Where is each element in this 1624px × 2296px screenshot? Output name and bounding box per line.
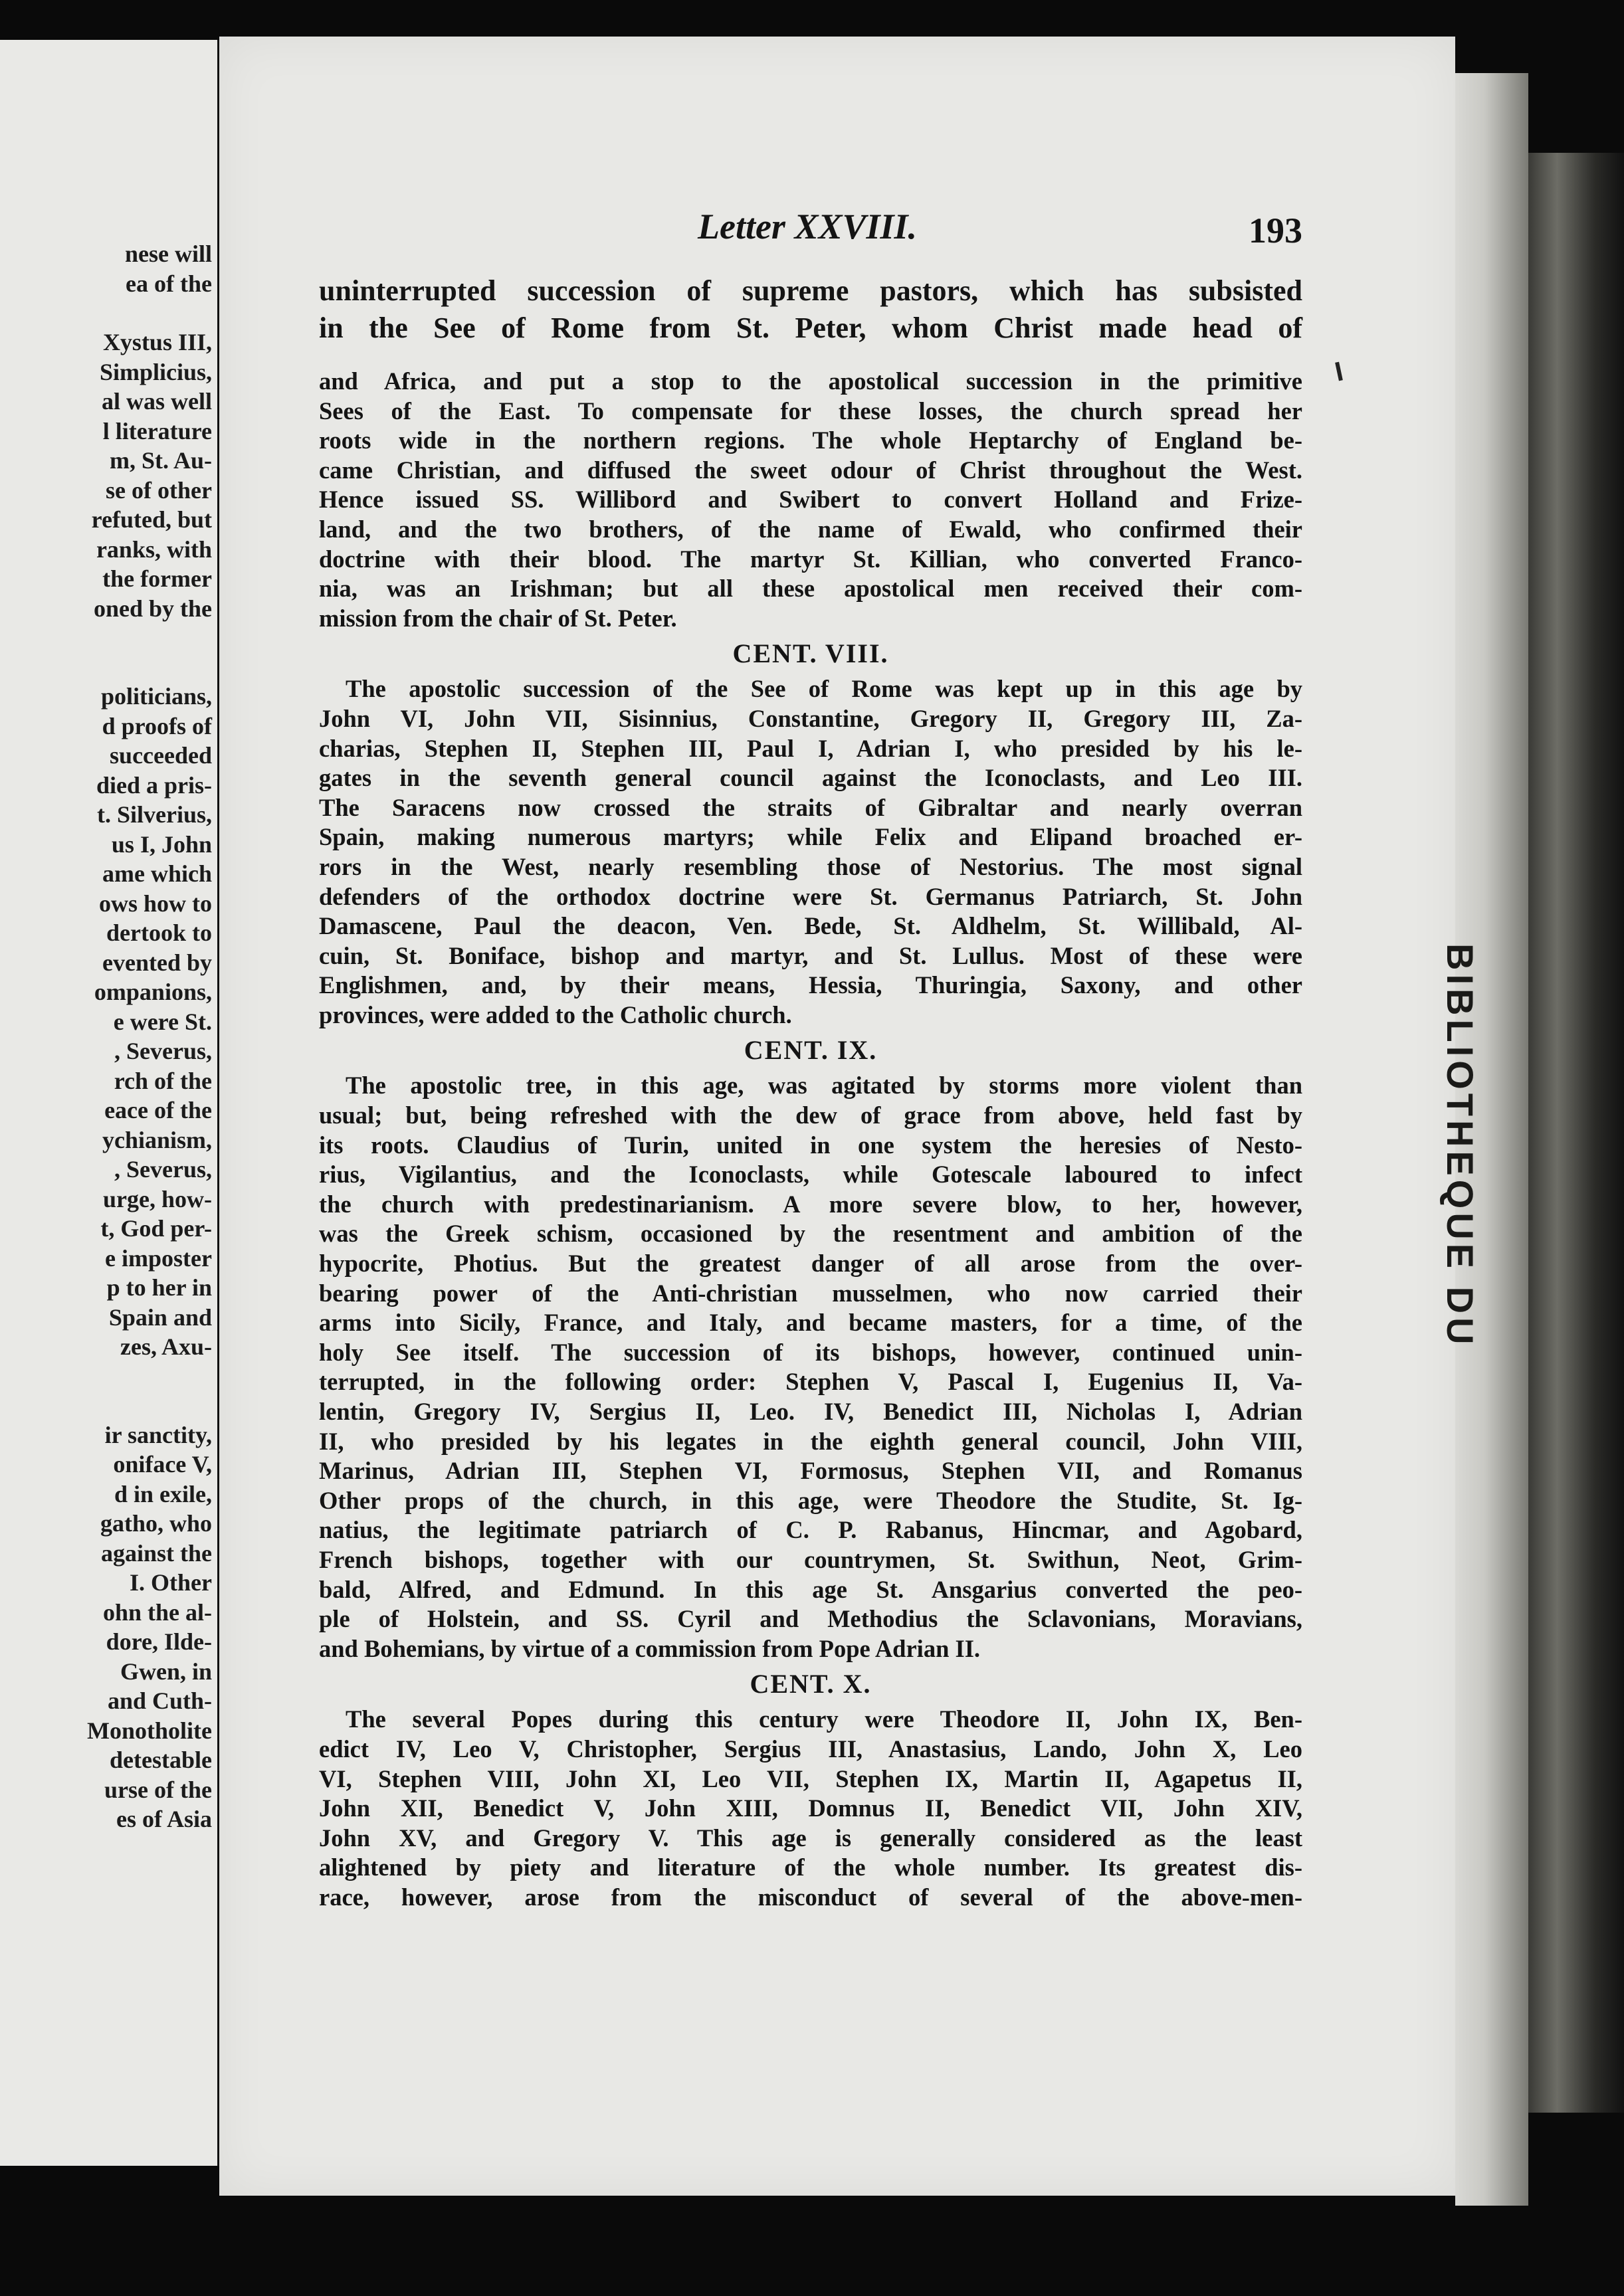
text-line: natius, the legitimate patriarch of C. P. Rabanus, Hincmar, and Agobard, [319, 1516, 1302, 1544]
spine-label: BIBLIOTHEQUE DU [1439, 943, 1481, 1349]
text-line: doctrine with their blood. The martyr St. Killian, who converted Franco- [319, 545, 1302, 573]
left-page-fragment: urge, how- [103, 1185, 212, 1212]
left-page-fragment: , Severus, [114, 1038, 212, 1064]
text-line: Marinus, Adrian III, Stephen VI, Formosus, Stephen VII, and Romanus [319, 1457, 1302, 1485]
left-page-fragment: es of Asia [116, 1806, 212, 1832]
book-spine [1528, 153, 1624, 2113]
left-page-fragment: detestable [110, 1747, 212, 1773]
text-line: land, and the two brothers, of the name of Ewald, who confirmed their [319, 515, 1302, 543]
left-page-fragment [0, 1391, 212, 1420]
left-page-fragment: ir sanctity, [104, 1421, 212, 1448]
left-page-fragment: Xystus III, [102, 329, 212, 355]
text-line: Hence issued SS. Willibord and Swibert to convert Holland and Frize- [319, 486, 1302, 514]
left-page-fragment: Gwen, in [120, 1658, 212, 1685]
text-line: in the See of Rome from St. Peter, whom Christ made head of [319, 312, 1302, 344]
left-page-fragment: ychianism, [102, 1126, 212, 1153]
left-page-fragment: Simplicius, [99, 358, 212, 385]
section-heading-cent-x: CENT. X. [750, 1669, 872, 1699]
left-page-fragment [0, 298, 212, 328]
text-line: Englishmen, and, by their means, Hessia, Thuringia, Saxony, and other [319, 971, 1302, 999]
left-page-fragment: ea of the [126, 270, 212, 297]
text-line: terrupted, in the following order: Stephen V, Pascal I, Eugenius II, Va- [319, 1368, 1302, 1396]
left-page-fragment: e imposter [105, 1244, 212, 1272]
left-page-fragment: dore, Ilde- [106, 1628, 212, 1655]
left-page-fragment: zes, Axu- [120, 1333, 212, 1360]
left-page-fragment: I. Other [130, 1569, 212, 1596]
left-page-fragment: ranks, with [96, 535, 212, 563]
left-page-fragment [0, 1362, 212, 1391]
text-line: hypocrite, Photius. But the greatest danger of all arose from the over- [319, 1250, 1302, 1278]
left-page-fragment: rch of the [114, 1067, 212, 1094]
text-line: mission from the chair of St. Peter. [319, 604, 677, 632]
left-page-fragment: se of other [106, 476, 212, 504]
left-page-fragment: ame which [102, 860, 212, 887]
text-line: Damascene, Paul the deacon, Ven. Bede, St. Aldhelm, St. Willibald, Al- [319, 912, 1302, 940]
text-line: John XV, and Gregory V. This age is generally considered as the least [319, 1824, 1302, 1852]
text-line: arms into Sicily, France, and Italy, and became masters, for a time, of the [319, 1309, 1302, 1337]
cent-viii-paragraph [319, 674, 1302, 1030]
text-line: bearing power of the Anti-christian musselmen, who now carried their [319, 1279, 1302, 1307]
left-page-fragment: eace of the [104, 1097, 212, 1123]
text-line: rors in the West, nearly resembling those of Nestorius. The most signal [319, 852, 1302, 880]
text-line: The Saracens now crossed the straits of Gibraltar and nearly overran [319, 793, 1302, 821]
section-heading-cent-ix: CENT. IX. [744, 1035, 878, 1066]
left-page-fragment: e were St. [113, 1008, 212, 1035]
left-page-fragment: the former [102, 565, 212, 592]
text-line: The apostolic tree, in this age, was agitated by storms more violent than [346, 1072, 1302, 1100]
running-title: Letter XXVIII. [698, 207, 918, 246]
cent-x-paragraph [319, 1705, 1302, 1912]
left-page-text-fragments [0, 239, 212, 1834]
left-page-fragment: oned by the [93, 595, 212, 622]
text-line: and Bohemians, by virtue of a commission from Pope Adrian II. [319, 1634, 981, 1662]
overlay-text-lines [319, 272, 1302, 347]
text-line: uninterrupted succession of supreme pastors, which has subsisted [319, 274, 1302, 307]
left-page-fragment: dertook to [106, 919, 212, 946]
text-line: The several Popes during this century were Theodore II, John IX, Ben- [346, 1705, 1302, 1733]
left-page-fragment [0, 652, 212, 682]
left-facing-page [0, 40, 229, 2166]
text-line: The apostolic succession of the See of Rome was kept up in this age by [346, 675, 1302, 703]
text-line: bald, Alfred, and Edmund. In this age St. Ansgarius converted the peo- [319, 1575, 1302, 1603]
left-page-fragment: l literature [102, 417, 212, 444]
running-head [319, 206, 1302, 272]
page-text [319, 206, 1302, 1913]
left-page-fragment: us I, John [111, 830, 212, 858]
left-page-fragment: p to her in [106, 1274, 212, 1301]
left-page-fragment: al was well [102, 388, 212, 415]
text-line: usual; but, being refreshed with the dew of grace from above, held fast by [319, 1101, 1302, 1129]
text-line: John VI, John VII, Sisinnius, Constantine, Gregory II, Gregory III, Za- [319, 704, 1302, 732]
text-line: came Christian, and diffused the sweet odour of Christ throughout the West. [319, 456, 1302, 484]
left-page-fragment: t. Silverius, [96, 801, 212, 828]
text-line: edict IV, Leo V, Christopher, Sergius III, Anastasius, Lando, John X, Leo [319, 1735, 1302, 1763]
left-page-fragment: , Severus, [114, 1156, 212, 1183]
text-line: its roots. Claudius of Turin, united in one system the heresies of Nesto- [319, 1131, 1302, 1159]
left-page-fragment [0, 623, 212, 652]
intro-paragraph [319, 367, 1302, 633]
text-line: charias, Stephen II, Stephen III, Paul I, Adrian I, who presided by his le- [319, 734, 1302, 762]
left-page-fragment: d in exile, [114, 1480, 212, 1507]
text-line: defenders of the orthodox doctrine were St. Germanus Patriarch, St. John [319, 882, 1302, 910]
page-number: 193 [1249, 211, 1302, 250]
left-page-fragment: m, St. Au- [109, 447, 212, 474]
text-line: provinces, were added to the Catholic church. [319, 1001, 792, 1028]
text-line: cuin, St. Boniface, bishop and martyr, and St. Lullus. Most of these were [319, 941, 1302, 969]
text-line: Other props of the church, in this age, were Theodore the Studite, St. Ig- [319, 1486, 1302, 1514]
text-line: French bishops, together with our countrymen, St. Swithun, Neot, Grim- [319, 1545, 1302, 1573]
left-page-fragment: Monotholite [87, 1717, 212, 1744]
left-page-fragment: nese will [125, 240, 212, 267]
left-page-fragment: urse of the [104, 1776, 212, 1803]
left-page-fragment: succeeded [110, 742, 212, 769]
left-page-fragment: politicians, [100, 683, 212, 710]
text-line: and Africa, and put a stop to the apostolical succession in the primitive [319, 367, 1302, 395]
text-line: II, who presided by his legates in the eighth general council, John VIII, [319, 1427, 1302, 1455]
text-line: race, however, arose from the misconduct of several of the above-men- [319, 1883, 1302, 1911]
text-line: Sees of the East. To compensate for these losses, the church spread her [319, 397, 1302, 425]
text-line: nia, was an Irishman; but all these apostolical men received their com- [319, 575, 1302, 603]
left-page-fragment: ompanions, [94, 979, 212, 1005]
left-page-fragment: d proofs of [102, 712, 212, 739]
left-page-fragment: died a pris- [96, 771, 212, 799]
cent-ix-paragraph [319, 1071, 1302, 1664]
left-page-fragment: gatho, who [100, 1510, 212, 1537]
left-page-fragment: t, God per- [100, 1215, 212, 1242]
left-page-fragment: refuted, but [91, 506, 212, 533]
text-line: alightened by piety and literature of the whole number. Its greatest dis- [319, 1854, 1302, 1881]
body-text [319, 367, 1302, 1913]
left-page-fragment: ohn the al- [102, 1598, 212, 1626]
text-line: the church with predestinarianism. A more severe blow, to her, however, [319, 1190, 1302, 1218]
left-page-fragment: ows how to [98, 890, 212, 917]
text-line: lentin, Gregory IV, Sergius II, Leo. IV, Benedict III, Nicholas I, Adrian [319, 1398, 1302, 1425]
left-page-fragment: evented by [102, 949, 212, 976]
text-line: holy See itself. The succession of its bishops, however, continued unin- [319, 1338, 1302, 1366]
text-line: gates in the seventh general council against the Iconoclasts, and Leo III. [319, 764, 1302, 792]
text-line: Spain, making numerous martyrs; while Felix and Elipand broached er- [319, 823, 1302, 851]
text-line: rius, Vigilantius, and the Iconoclasts, while Gotescale laboured to infect [319, 1161, 1302, 1189]
left-page-fragment: and Cuth- [107, 1687, 212, 1714]
text-line: John XII, Benedict V, John XIII, Domnus II, Benedict VII, John XIV, [319, 1794, 1302, 1822]
left-page-fragment: oniface V, [113, 1451, 212, 1478]
text-line: ple of Holstein, and SS. Cyril and Methodius the Sclavonians, Moravians, [319, 1605, 1302, 1633]
text-line: was the Greek schism, occasioned by the resentment and ambition of the [319, 1220, 1302, 1248]
text-line: roots wide in the northern regions. The whole Heptarchy of England be- [319, 427, 1302, 454]
text-line: VI, Stephen VIII, John XI, Leo VII, Stephen IX, Martin II, Agapetus II, [319, 1765, 1302, 1792]
left-page-fragment: Spain and [108, 1303, 212, 1331]
left-page-fragment: against the [100, 1539, 212, 1567]
section-heading-cent-viii: CENT. VIII. [732, 638, 889, 669]
